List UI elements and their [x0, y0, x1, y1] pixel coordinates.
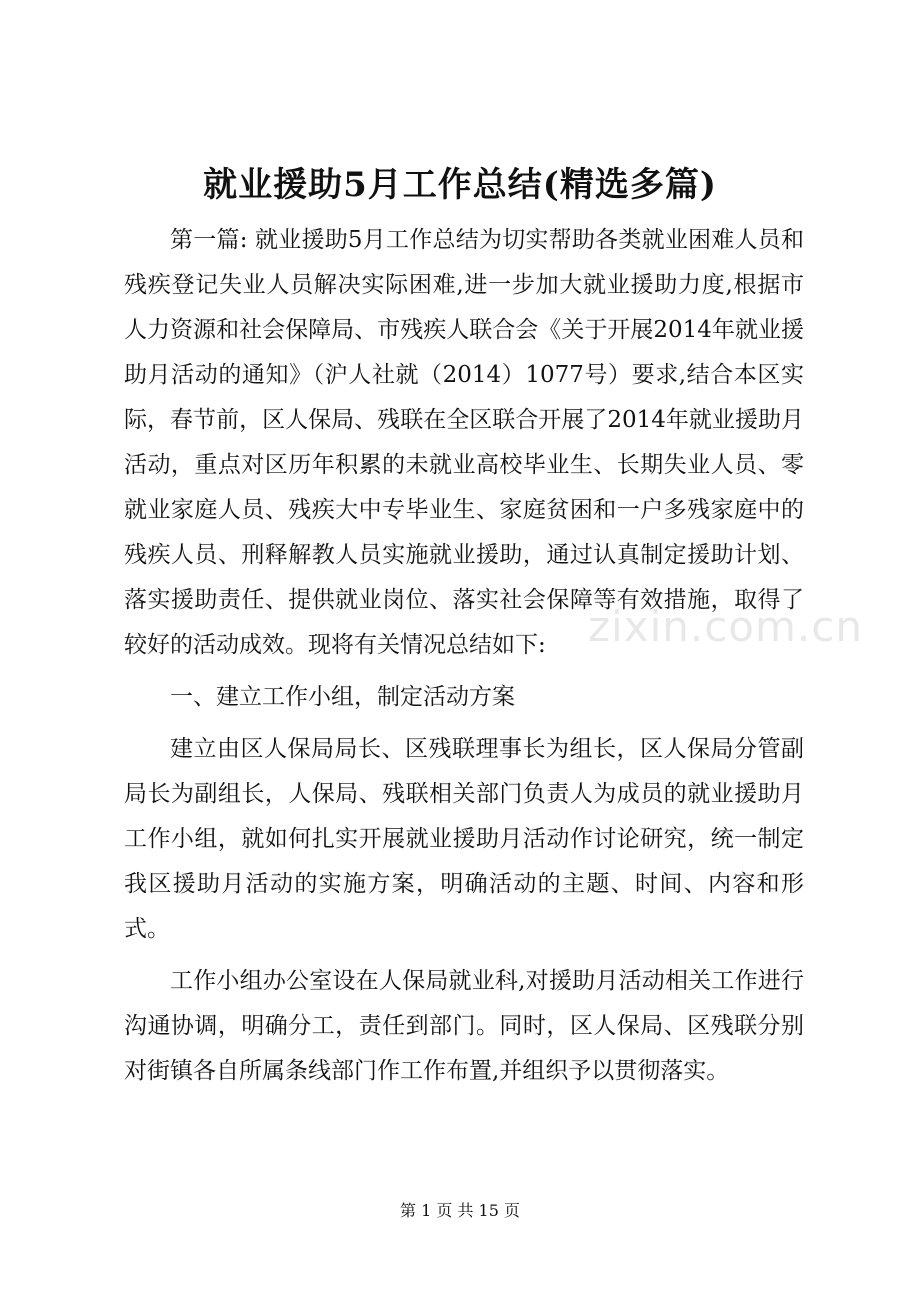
paragraph-office: 工作小组办公室设在人保局就业科,对援助月活动相关工作进行沟通协调，明确分工，责任到部门。同时，区人保局、区残联分别对街镇各自所属条线部门作工作布置,并组织予以贯彻落实。	[124, 968, 804, 1084]
document-body	[124, 218, 804, 1101]
section-heading: 一、建立工作小组，制定活动方案	[170, 684, 515, 710]
paragraph-group: 建立由区人保局局长、区残联理事长为组长，区人保局分管副局长为副组长，人保局、残联相关部门负责人为成员的就业援助月工作小组，就如何扎实开展就业援助月活动作讨论研究，统一制定我区援助月活动的实施方案，明确活动的主题、时间、内容和形式。	[124, 736, 804, 942]
watermark: zixin.com.cn	[588, 602, 863, 651]
document-title: 就业援助5月工作总结(精选多篇)	[203, 165, 717, 205]
page-footer: 第 1 页 共 15 页	[400, 1201, 520, 1220]
paragraph-intro: 第一篇: 就业援助5月工作总结为切实帮助各类就业困难人员和残疾登记失业人员解决实际困难,进一步加大就业援助力度,根据市人力资源和社会保障局、市残疾人联合会《关于开展2014年就业援助月活动的通知》（沪人社就（2014）1077号）要求,结合本区实际，春节前，区人保局、残联在全区联合开展了2014年就业援助月活动，重点对区历年积累的未就业高校毕业生、长期失业人员、零就业家庭人员、残疾大中专毕业生、家庭贫困和一户多残家庭中的残疾人员、刑释解教人员实施就业援助，通过认真制定援助计划、落实援助责任、提供就业岗位、落实社会保障等有效措施，取得了较好的活动成效。现将有关情况总结如下:	[124, 227, 804, 658]
